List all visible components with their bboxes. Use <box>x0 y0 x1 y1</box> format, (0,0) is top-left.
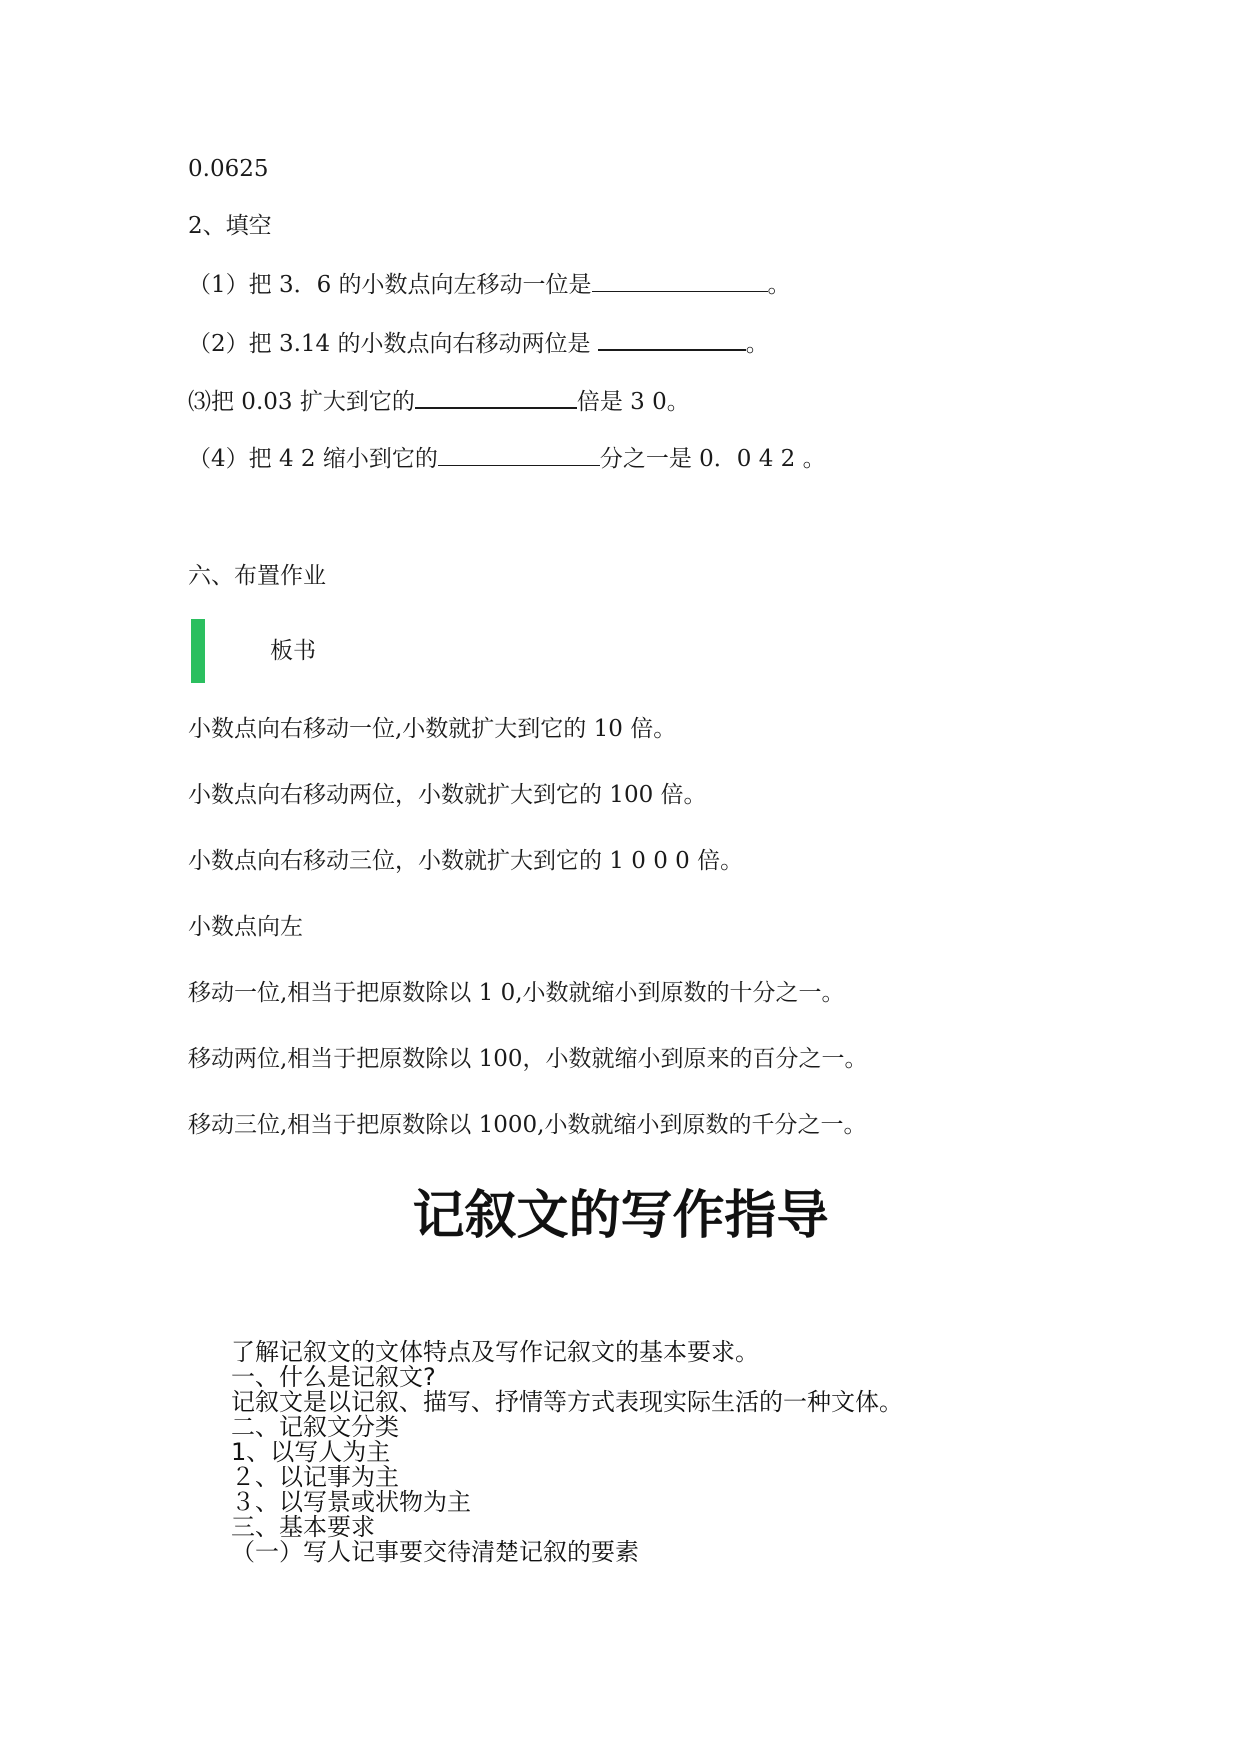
q2-text: （2）把 3.14 的小数点向右移动两位是 <box>188 331 598 357</box>
board-marker-bar <box>191 619 205 683</box>
writing-line: 1、以写人为主 <box>231 1438 391 1466</box>
q3-text: ⑶把 0.03 扩大到它的 <box>188 389 415 415</box>
q2-suffix: 。 <box>745 331 769 357</box>
fill-question-1 <box>188 269 791 300</box>
board-line: 移动两位,相当于把原数除以 100，小数就缩小到原来的百分之一。 <box>188 1046 868 1072</box>
board-line: 小数点向左 <box>188 914 303 940</box>
q1-suffix: 。 <box>767 272 791 298</box>
exercise-heading: 2、填空 <box>188 213 272 239</box>
q3-blank <box>415 385 577 409</box>
q3-suffix: 倍是 3 0。 <box>576 389 690 415</box>
board-line: 小数点向右移动三位，小数就扩大到它的 1 0 0 0 倍。 <box>188 848 744 874</box>
q4-blank <box>438 443 600 466</box>
q4-suffix: 分之一是 0．0 4 2 。 <box>599 446 826 472</box>
board-line: 移动三位,相当于把原数除以 1000,小数就缩小到原数的千分之一。 <box>188 1112 867 1138</box>
writing-line: 了解记叙文的文体特点及写作记叙文的基本要求。 <box>231 1338 759 1366</box>
fill-question-4 <box>188 443 826 474</box>
writing-line: 记叙文是以记叙、描写、抒情等方式表现实际生活的一种文体。 <box>231 1388 903 1416</box>
board-line: 移动一位,相当于把原数除以 1 0,小数就缩小到原数的十分之一。 <box>188 980 845 1006</box>
board-label: 板书 <box>270 638 316 664</box>
fill-question-3 <box>188 385 690 417</box>
writing-line: ３、以写景或状物为主 <box>231 1488 471 1516</box>
writing-line: 二、记叙文分类 <box>231 1413 399 1441</box>
homework-heading: 六、布置作业 <box>188 563 326 589</box>
writing-title: 记叙文的写作指导 <box>412 1186 829 1246</box>
q1-blank <box>592 269 768 292</box>
fill-question-2 <box>188 327 769 359</box>
q4-text: （4）把 4 2 缩小到它的 <box>188 446 438 472</box>
answer-line: 0.0625 <box>188 156 269 182</box>
board-line: 小数点向右移动两位，小数就扩大到它的 100 倍。 <box>188 782 707 808</box>
q1-text: （1）把 3．6 的小数点向左移动一位是 <box>188 272 592 298</box>
q2-blank <box>598 327 746 351</box>
writing-line: （一）写人记事要交待清楚记叙的要素 <box>231 1538 639 1566</box>
writing-line: 一、什么是记叙文? <box>231 1363 436 1391</box>
board-line: 小数点向右移动一位,小数就扩大到它的 10 倍。 <box>188 716 677 742</box>
writing-line: 三、基本要求 <box>231 1513 375 1541</box>
writing-line: ２、以记事为主 <box>231 1463 399 1491</box>
